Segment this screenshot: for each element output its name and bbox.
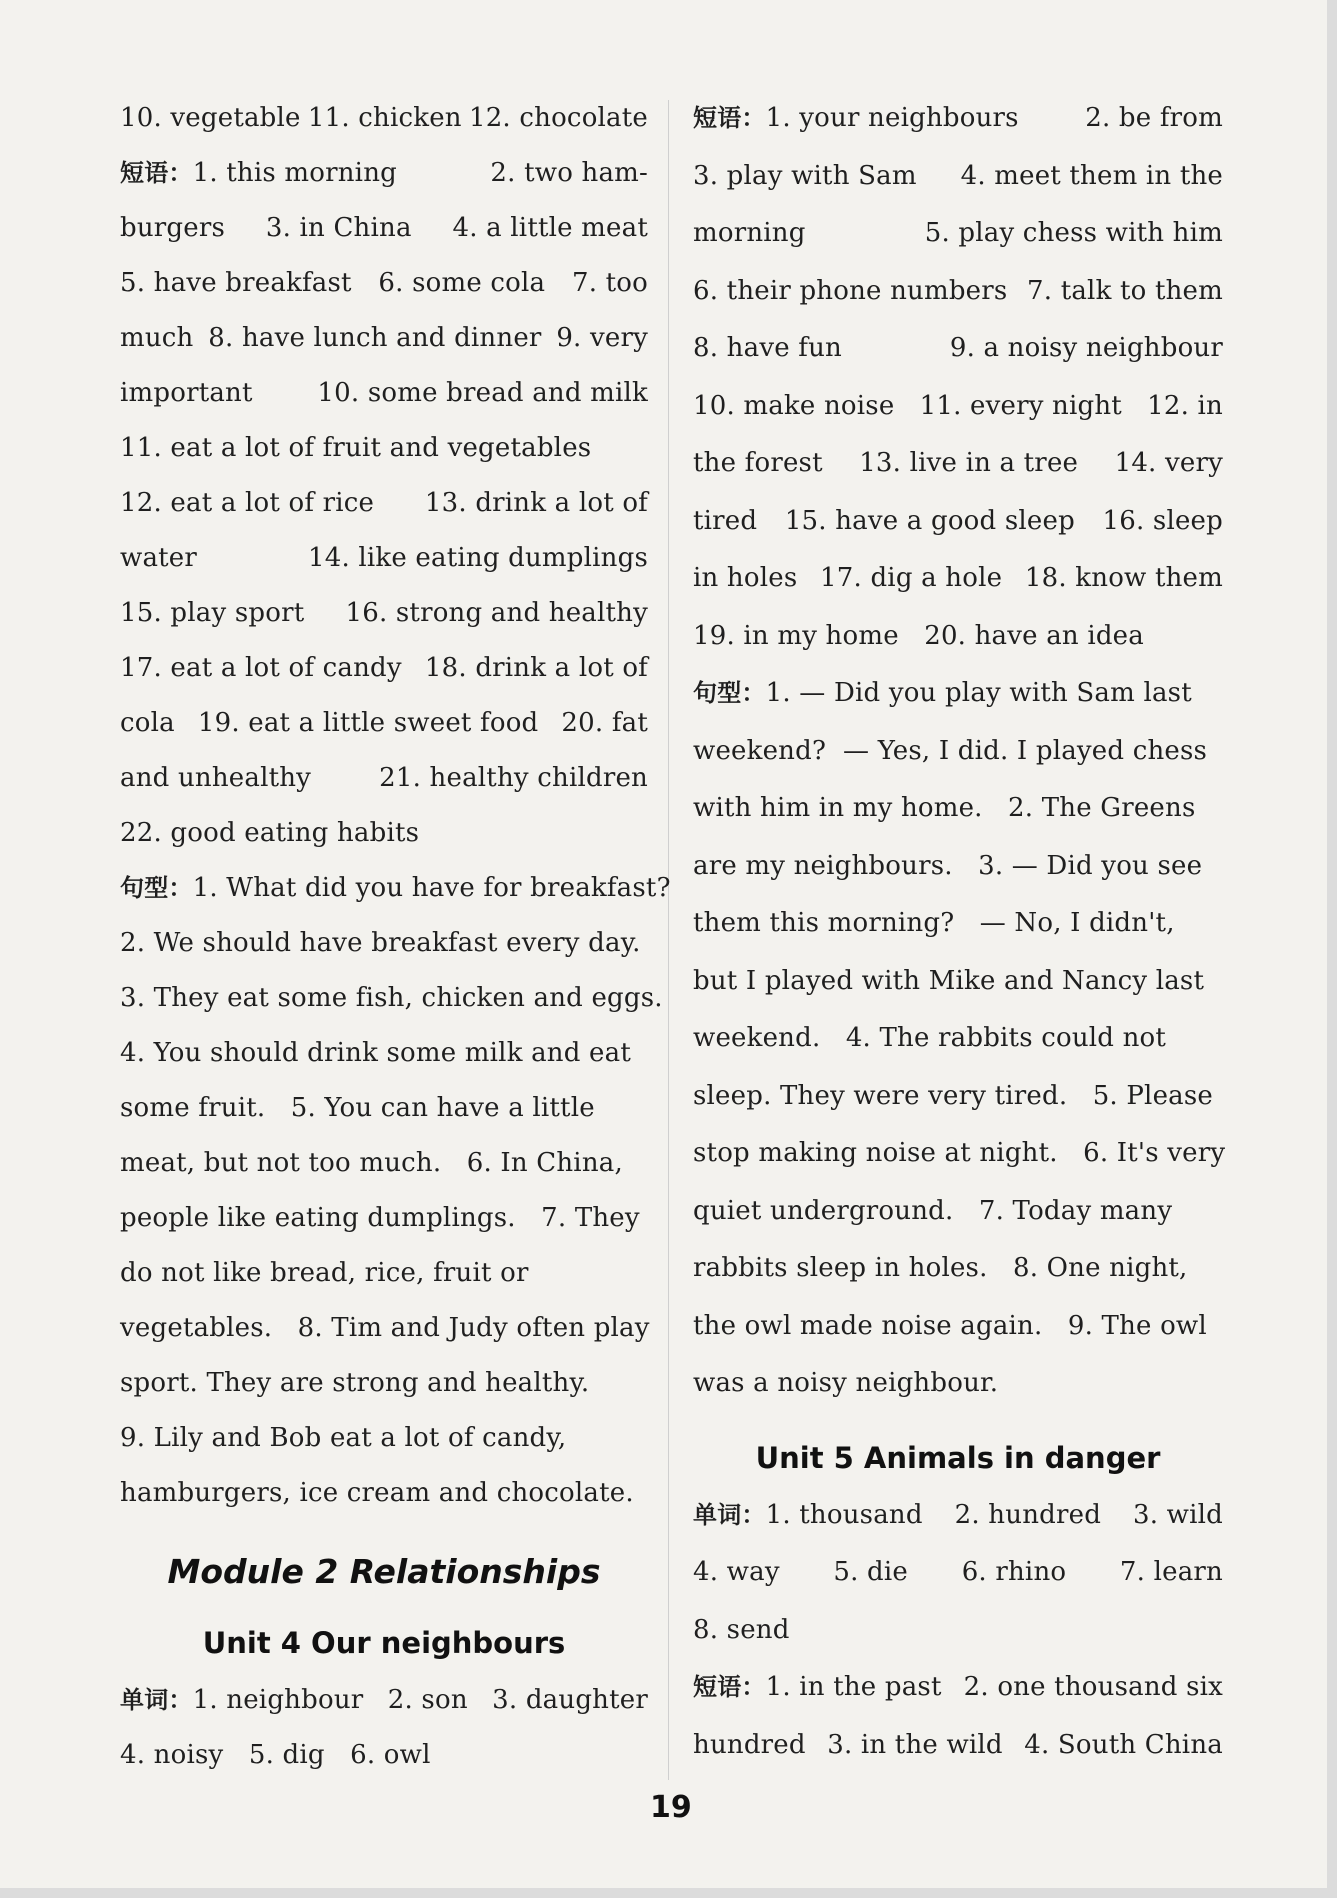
phrase-line: 19. in my home 20. have an idea xyxy=(693,620,1144,651)
phrase-line: tired 15. have a good sleep 16. sleep xyxy=(693,505,1223,536)
phrase-line: 10. make noise 11. every night 12. in xyxy=(693,390,1223,421)
sentence-line: rabbits sleep in holes. 8. One night, xyxy=(693,1253,1188,1283)
sentence-line: 4. You should drink some milk and eat xyxy=(120,1038,631,1068)
phrase-line: and unhealthy 21. healthy children xyxy=(120,763,648,793)
sentence-line: with him in my home. 2. The Greens xyxy=(693,793,1196,823)
sentence-line: quiet underground. 7. Today many xyxy=(693,1195,1173,1226)
sentences-label: 句型： xyxy=(693,679,766,707)
unit4-heading: Unit 4 Our neighbours xyxy=(202,1626,566,1660)
sentence-line: people like eating dumplings. 7. They xyxy=(120,1203,640,1233)
sentence-line: are my neighbours. 3. — Did you see xyxy=(693,850,1203,881)
word-line: 单词：1. neighbour 2. son 3. daughter xyxy=(120,1685,648,1715)
sentence-line: hamburgers, ice cream and chocolate. xyxy=(120,1478,634,1508)
phrase-line: in holes 17. dig a hole 18. know them xyxy=(693,563,1223,593)
phrase-line: 短语：1. your neighbours 2. be from xyxy=(693,103,1223,133)
word-line: 8. send xyxy=(693,1614,790,1645)
page-number: 19 xyxy=(650,1790,692,1825)
phrase-line: 短语：1. this morning 2. two ham- xyxy=(120,158,648,188)
sentence-line: them this morning? — No, I didn't, xyxy=(693,908,1175,938)
phrase-line: 8. have fun 9. a noisy neighbour xyxy=(693,333,1223,363)
unit5-heading: Unit 5 Animals in danger xyxy=(755,1440,1161,1475)
phrase-line: important 10. some bread and milk xyxy=(120,378,648,408)
word-line: 4. noisy 5. dig 6. owl xyxy=(120,1740,431,1770)
phrase-line: 15. play sport 16. strong and healthy xyxy=(120,598,648,628)
scan-edge-bottom xyxy=(0,1888,1337,1898)
phrases-label: 短语： xyxy=(693,104,766,132)
sentence-line: but I played with Mike and Nancy last xyxy=(693,965,1205,996)
sentence-line: do not like bread, rice, fruit or xyxy=(120,1258,529,1288)
phrase-line: 17. eat a lot of candy 18. drink a lot of xyxy=(120,653,648,683)
phrases-label: 短语： xyxy=(120,159,193,187)
vocab-line: 10. vegetable 11. chicken 12. chocolate xyxy=(120,103,648,133)
sentence-line: 2. We should have breakfast every day. xyxy=(120,928,641,958)
sentence-line: weekend? — Yes, I did. I played chess xyxy=(693,735,1208,766)
phrase-line: water 14. like eating dumplings xyxy=(120,543,648,573)
sentence-line: the owl made noise again. 9. The owl xyxy=(693,1310,1207,1341)
sentence-line: 9. Lily and Bob eat a lot of candy, xyxy=(120,1423,567,1453)
phrase-line: morning 5. play chess with him xyxy=(693,218,1223,248)
sentence-line: sleep. They were very tired. 5. Please xyxy=(693,1080,1213,1111)
phrase-line: 3. play with Sam 4. meet them in the xyxy=(693,160,1223,191)
phrase-line: 5. have breakfast 6. some cola 7. too xyxy=(120,268,648,298)
word-line: 单词：1. thousand 2. hundred 3. wild xyxy=(693,1499,1223,1530)
left-column xyxy=(120,95,671,1787)
sentence-line: 3. They eat some fish, chicken and eggs. xyxy=(120,983,663,1013)
phrase-line: 12. eat a lot of rice 13. drink a lot of xyxy=(120,488,648,518)
phrases-label: 短语： xyxy=(693,1673,766,1701)
scan-edge-right xyxy=(1327,0,1337,1898)
sentence-line: some fruit. 5. You can have a little xyxy=(120,1093,595,1123)
words-label: 单词： xyxy=(120,1686,193,1714)
phrase-line: 22. good eating habits xyxy=(120,818,420,848)
sentences-label: 句型： xyxy=(120,874,193,902)
phrase-line: 短语：1. in the past 2. one thousand six xyxy=(693,1672,1223,1702)
phrase-line: the forest 13. live in a tree 14. very xyxy=(693,448,1223,478)
right-column xyxy=(693,95,1226,1779)
phrase-line: 6. their phone numbers 7. talk to them xyxy=(693,275,1223,306)
sentence-line: 句型： 1. — Did you play with Sam last xyxy=(693,670,1223,728)
sentence-line: vegetables. 8. Tim and Judy often play xyxy=(120,1313,650,1343)
module-heading: Module 2 Relationships xyxy=(167,1552,601,1591)
sentence-line: was a noisy neighbour. xyxy=(693,1368,999,1398)
sentence-line: sport. They are strong and healthy. xyxy=(120,1368,590,1398)
phrase-line: burgers 3. in China 4. a little meat xyxy=(120,213,648,243)
sentence-line: weekend. 4. The rabbits could not xyxy=(693,1023,1167,1053)
column-divider xyxy=(668,100,669,1780)
phrase-line: 11. eat a lot of fruit and vegetables xyxy=(120,433,592,463)
word-line: 4. way 5. die 6. rhino 7. learn xyxy=(693,1557,1223,1587)
phrase-line: much 8. have lunch and dinner 9. very xyxy=(120,323,648,353)
words-label: 单词： xyxy=(693,1500,766,1529)
sentence-line: meat, but not too much. 6. In China, xyxy=(120,1148,623,1178)
phrase-line: hundred 3. in the wild 4. South China xyxy=(693,1729,1223,1760)
sentence-line: 句型： 1. What did you have for breakfast? xyxy=(120,865,648,920)
sentence-line: stop making noise at night. 6. It's very xyxy=(693,1138,1226,1168)
phrase-line: cola 19. eat a little sweet food 20. fat xyxy=(120,708,648,738)
